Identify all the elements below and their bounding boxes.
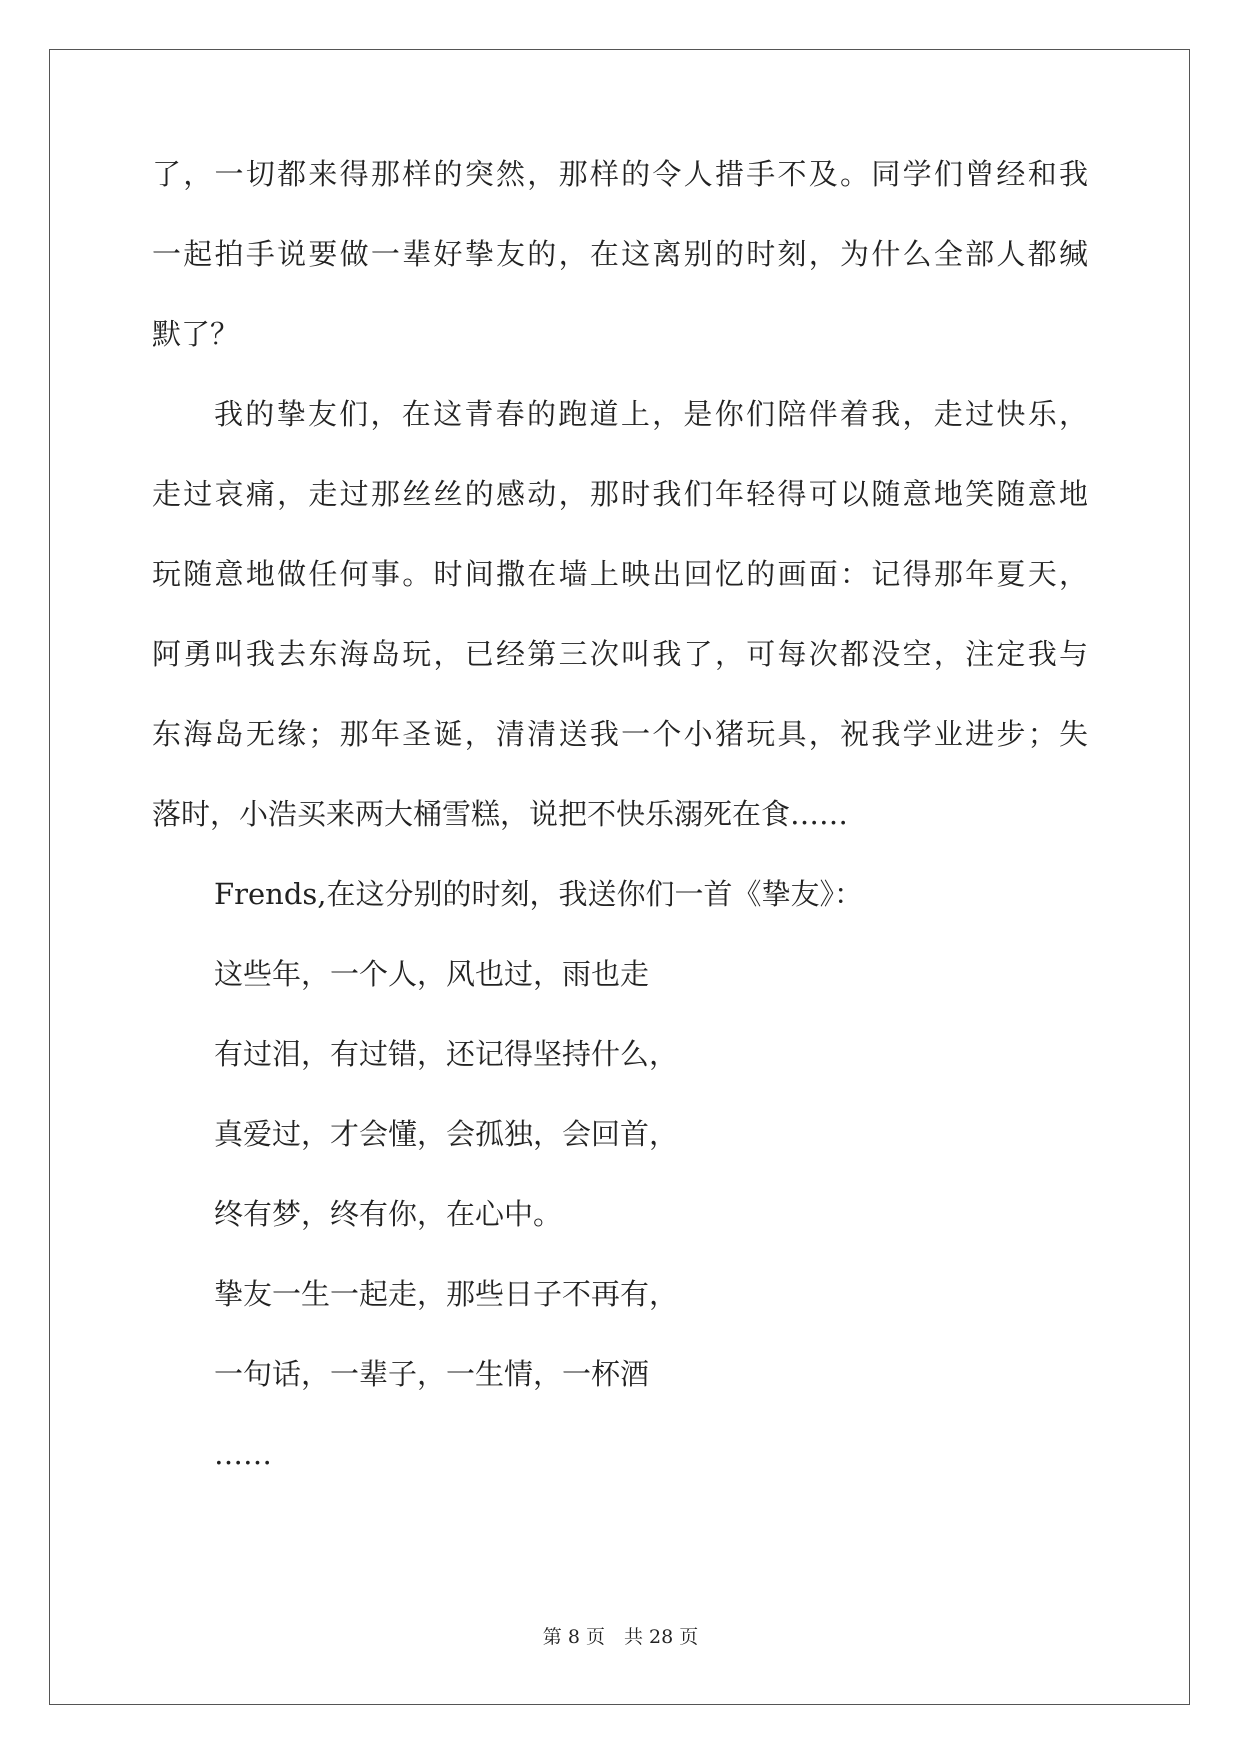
paragraph-line: 默了？: [152, 317, 240, 351]
paragraph-line: 走过哀痛，走过那丝丝的感动，那时我们年轻得可以随意地笑随意地: [152, 477, 1088, 511]
poem-line: 终有梦，终有你，在心中。: [214, 1197, 563, 1231]
paragraph-line: 落时，小浩买来两大桶雪糕，说把不快乐溺死在食……: [152, 797, 849, 831]
poem-line: 这些年，一个人，风也过，雨也走: [214, 957, 650, 991]
document-body: [152, 157, 1088, 1520]
paragraph-line: 我的挚友们，在这青春的跑道上，是你们陪伴着我，走过快乐，: [214, 397, 1088, 431]
poem-line: 一句话，一辈子，一生情，一杯酒: [214, 1357, 650, 1391]
paragraph-line: 了，一切都来得那样的突然，那样的令人措手不及。同学们曾经和我: [152, 157, 1088, 191]
paragraph-line: 一起拍手说要做一辈好挚友的，在这离别的时刻，为什么全部人都缄: [152, 237, 1088, 271]
poem-line: 挚友一生一起走，那些日子不再有，: [214, 1277, 679, 1311]
paragraph-line: 东海岛无缘；那年圣诞，清清送我一个小猪玩具，祝我学业进步；失: [152, 717, 1088, 751]
paragraph-line: 玩随意地做任何事。时间撒在墙上映出回忆的画面：记得那年夏天，: [152, 557, 1088, 591]
paragraph-line: Frends,在这分别的时刻，我送你们一首《挚友》：: [214, 877, 863, 911]
poem-line: ……: [214, 1437, 272, 1471]
page-number: 第 8 页 共 28 页: [542, 1626, 699, 1648]
poem-line: 真爱过，才会懂，会孤独，会回首，: [214, 1117, 679, 1151]
paragraph-line: 阿勇叫我去东海岛玩，已经第三次叫我了，可每次都没空，注定我与: [152, 637, 1088, 671]
poem-line: 有过泪，有过错，还记得坚持什么，: [214, 1037, 679, 1071]
